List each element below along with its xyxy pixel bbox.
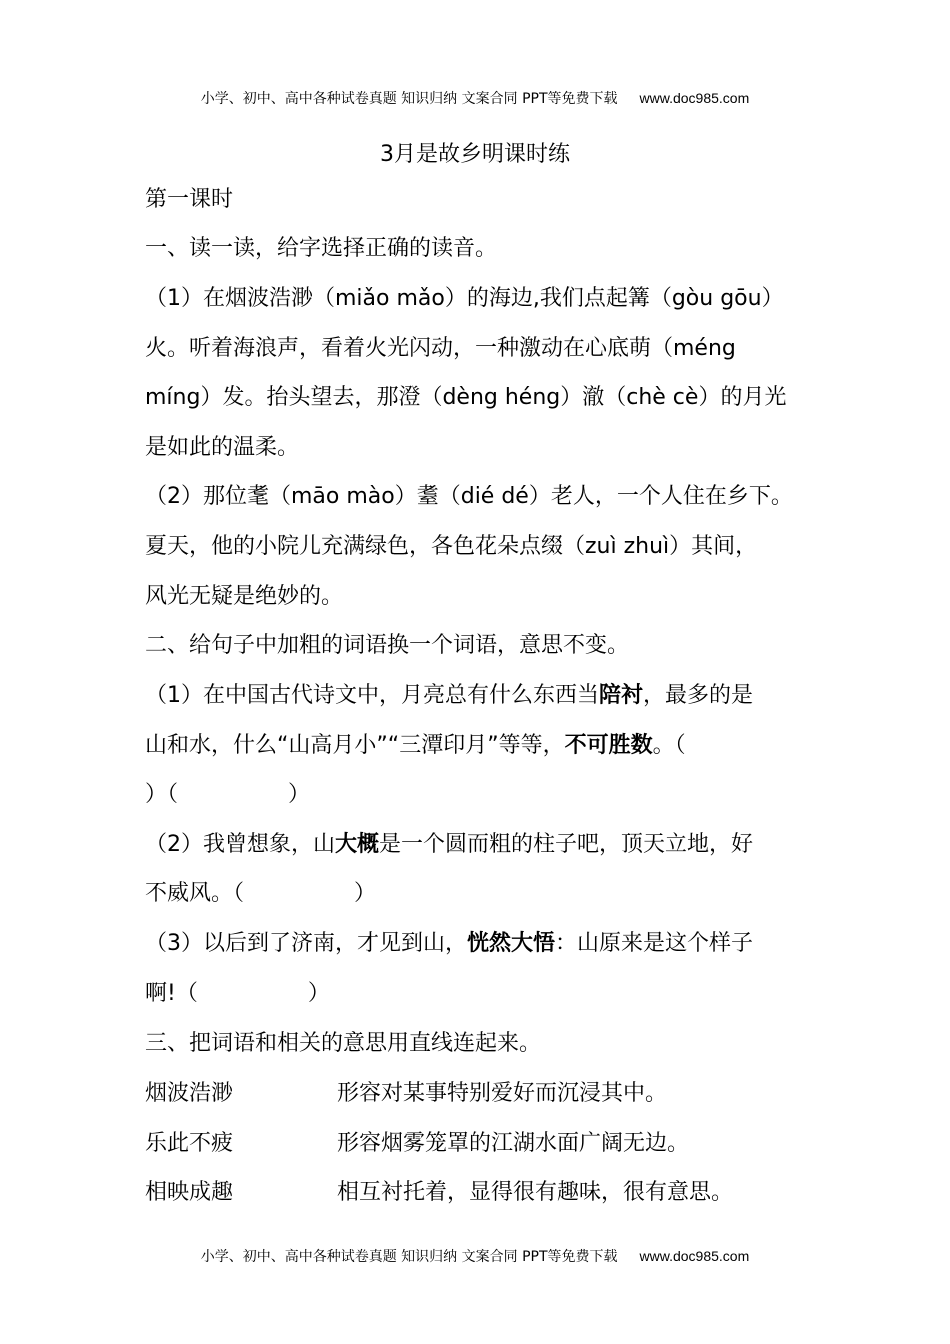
match-word[interactable]: 烟波浩渺 — [145, 1081, 234, 1106]
document-title: 3月是故乡明课时练 — [380, 142, 570, 167]
section-1-line: 火。听着海浪声，看着火光闪动，一种激动在心底萌（méng — [145, 336, 736, 361]
question-text: （1）在中国古代诗文中，月亮总有什么东西当 — [145, 683, 599, 708]
match-word[interactable]: 相映成趣 — [145, 1180, 234, 1205]
match-meaning[interactable]: 形容烟雾笼罩的江湖水面广阔无边。 — [337, 1131, 690, 1156]
section-1-line: míng）发。抬头望去，那澄（dèng héng）澈（chè cè）的月光 — [145, 385, 787, 410]
page-footer — [0, 1246, 950, 1266]
section-1-line: 是如此的温柔。 — [145, 435, 300, 460]
answer-blank-line[interactable]: 不威风。（ ） — [145, 881, 377, 906]
question-text: （3）以后到了济南，才见到山， — [145, 931, 467, 956]
question-text: ，最多的是 — [643, 683, 754, 708]
footer-text: 小学、初中、高中各种试卷真题 知识归纳 文案合同 PPT等免费下载 — [200, 1249, 618, 1265]
answer-blank-line[interactable]: ）（ ） — [145, 782, 311, 807]
question-text: （2）我曾想象，山 — [145, 832, 335, 857]
question-line — [145, 831, 753, 859]
match-meaning[interactable]: 相互衬托着，显得很有趣味，很有意思。 — [337, 1180, 734, 1205]
footer-site[interactable]: www.doc985.com — [639, 1248, 750, 1264]
match-word[interactable]: 乐此不疲 — [145, 1131, 234, 1156]
page-header — [0, 88, 950, 108]
answer-blank-line[interactable]: 啊!（ ） — [145, 981, 330, 1006]
question-text: 是一个圆而粗的柱子吧，顶天立地，好 — [379, 832, 754, 857]
section-1-heading: 一、读一读，给字选择正确的读音。 — [145, 236, 498, 261]
match-meaning[interactable]: 形容对某事特别爱好而沉浸其中。 — [337, 1081, 668, 1106]
bold-term: 陪衬 — [599, 683, 644, 708]
bold-term: 不可胜数 — [564, 733, 653, 758]
question-text: 。（ — [652, 733, 686, 758]
section-3-heading: 三、把词语和相关的意思用直线连起来。 — [145, 1031, 542, 1056]
bold-term: 大概 — [335, 832, 380, 857]
question-text: 山和水，什么“山高月小”“三潭印月”等等， — [145, 733, 565, 758]
section-1-line: （1）在烟波浩渺（miǎo mǎo）的海边,我们点起篝（gòu gōu） — [145, 286, 784, 311]
bold-term: 恍然大悟 — [467, 931, 556, 956]
question-line — [145, 682, 753, 710]
section-1-line: 风光无疑是绝妙的。 — [145, 584, 344, 609]
header-site[interactable]: www.doc985.com — [639, 90, 750, 106]
header-text: 小学、初中、高中各种试卷真题 知识归纳 文案合同 PPT等免费下载 — [200, 91, 618, 107]
question-line — [145, 930, 753, 958]
question-text: ：山原来是这个样子 — [555, 931, 754, 956]
lesson-label: 第一课时 — [145, 187, 234, 212]
section-1-line: （2）那位耄（māo mào）耋（dié dé）老人，一个人住在乡下。 — [145, 484, 793, 509]
section-1-line: 夏天，他的小院儿充满绿色，各色花朵点缀（zuì zhuì）其间， — [145, 534, 758, 559]
section-2-heading: 二、给句子中加粗的词语换一个词语，意思不变。 — [145, 633, 630, 658]
question-line — [145, 732, 686, 760]
